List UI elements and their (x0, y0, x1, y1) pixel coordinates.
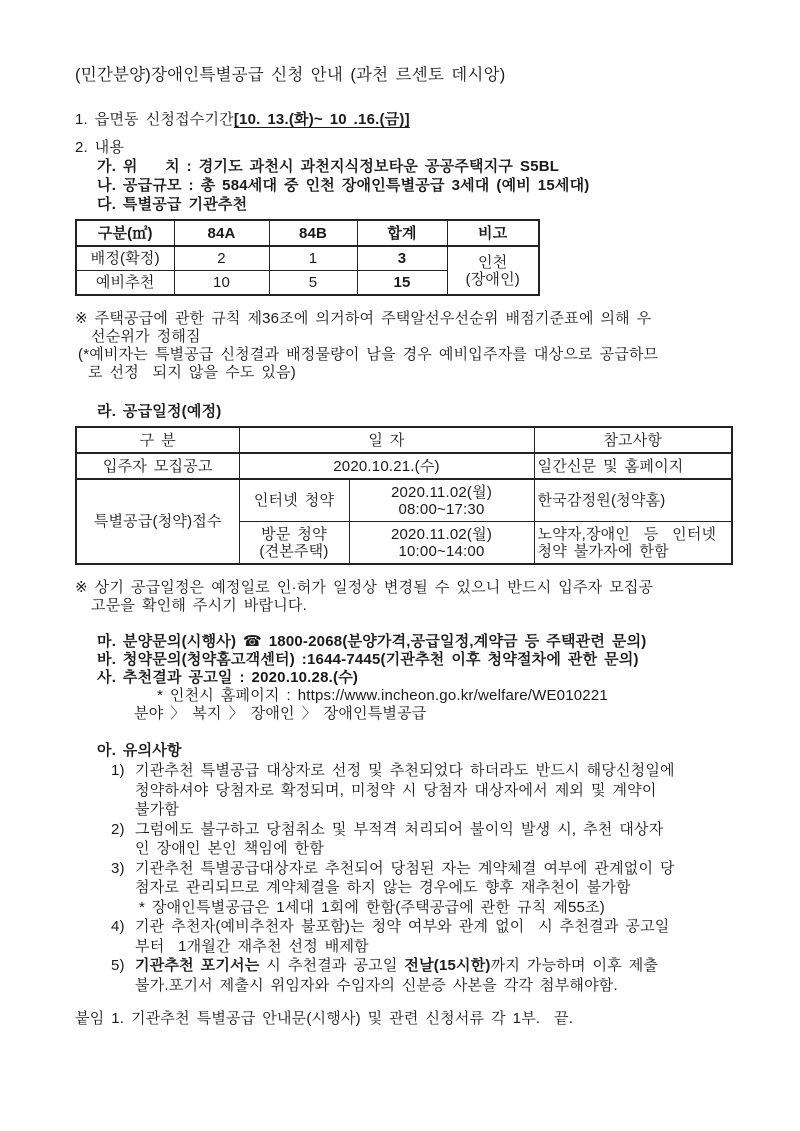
priority-note (75, 310, 740, 382)
supply-scale-reserve: (예비 15세대) (489, 177, 590, 194)
item-number: 1) (111, 762, 125, 779)
doc-title: (민간분양)장애인특별공급 신청 안내 (과천 르센토 데시앙) (75, 66, 506, 84)
schedule-note-line1: ※ 상기 공급일정은 예정일로 인·허가 일정상 변경될 수 있으니 반드시 입주자 모집공 (75, 579, 654, 596)
location-line (97, 157, 740, 176)
homepage-url-line: * 인천시 홈페이지 : https://www.incheon.go.kr/welfare/WE010221 (157, 687, 608, 704)
contact-section (97, 633, 740, 723)
subscription-phone-number: 1644-7445 (306, 651, 381, 668)
schedule-table-header-row (76, 427, 732, 453)
application-period-prefix: 1. 읍면동 신청접수기간 (75, 111, 234, 128)
special-supply-heading: 다. 특별공급 기관추천 (97, 196, 248, 213)
schedule-row3-method (239, 522, 349, 565)
contents-sublist (97, 157, 740, 214)
application-period-dates: [10. 13.(화)~ 10 .16.(금)] (233, 111, 410, 128)
item-line: 기관추천 특별공급대상자로 추천되어 당첨된 자는 계약체결 여부에 관계없이 당 (135, 859, 675, 877)
row3-date: 2020.11.02(월) (390, 525, 493, 543)
caution-list (111, 761, 740, 995)
schedule-col-ref: 참고사항 (534, 427, 732, 453)
waiver-text: 시 추천결과 공고일 (259, 957, 405, 974)
subscription-contact-label: 바. 청약문의(청약홈고객센터) : (97, 651, 307, 668)
waiver-text2: 까지 가능하며 이후 제출 (490, 957, 659, 974)
phone-icon: 마. 분양문의(시행사) ☎ (97, 633, 269, 650)
supply-scale-count: 3세대 (451, 177, 490, 194)
item-number: 2) (111, 820, 125, 838)
caution-section (97, 741, 740, 995)
table-row (76, 246, 539, 271)
schedule-row1-date: 2020.10.21.(수) (239, 453, 534, 479)
sales-phone-number: 1800-2068 (268, 633, 343, 650)
allocation-row1-84b: 1 (269, 246, 357, 271)
remark-line2: (장애인) (465, 270, 520, 288)
schedule-col-date: 일 자 (239, 427, 534, 453)
allocation-row2-84b: 5 (269, 271, 357, 296)
item-line: 그럼에도 불구하고 당첨취소 및 부적격 처리되어 불이익 발생 시, 추천 대상자 (135, 820, 664, 838)
allocation-row2-total: 15 (357, 271, 447, 296)
item-line: 기관추천 특별공급 대상자로 선정 및 추천되었다 하더라도 반드시 해당신청일에 (135, 762, 675, 779)
allocation-row1-total: 3 (357, 246, 447, 271)
schedule-row3-ref (534, 522, 732, 565)
priority-note-line3: (*예비자는 특별공급 신청결과 배정물량이 남을 경우 예비입주자를 대상으로 공급하므 (78, 346, 659, 363)
supply-scale-text: 나. 공급규모 : 총 584세대 중 인천 장애인특별공급 (97, 177, 452, 194)
result-announce-line: 사. 추천결과 공고일 : 2020.10.28.(수) (97, 669, 359, 686)
location-text: 가. 위 치 : 경기도 과천시 과천지식정보타운 공공주택지구 (97, 158, 520, 175)
homepage-nav-path: 분야 〉 복지 〉 장애인 〉 장애인특별공급 (134, 705, 427, 722)
sales-contact-line (97, 633, 740, 651)
item-number: 4) (111, 918, 125, 935)
allocation-col-remark: 비고 (447, 220, 539, 246)
allocation-remark-cell (447, 246, 539, 295)
row3-ref2: 청약 불가자에 한함 (537, 542, 669, 560)
application-period-line (75, 110, 740, 129)
schedule-row23-label: 특별공급(청약)접수 (76, 479, 239, 564)
allocation-col-total: 합계 (357, 220, 447, 246)
schedule-change-note (75, 579, 740, 615)
priority-note-line4: 로 선정 되지 않을 수도 있음) (88, 364, 296, 381)
item-number: 3) (111, 859, 125, 877)
schedule-row2-method: 인터넷 청약 (239, 479, 349, 522)
list-item (111, 956, 740, 995)
allocation-col-84b: 84B (269, 220, 357, 246)
allocation-row1-84a: 2 (174, 246, 269, 271)
row3-ref1: 노약자,장애인 등 인터넷 (537, 525, 717, 543)
subscription-contact-line (97, 651, 740, 669)
schedule-row1-label: 입주자 모집공고 (76, 453, 239, 479)
sales-contact-desc: (분양가격,공급일정,계약금 등 주택관련 문의) (342, 633, 647, 650)
table-row (76, 479, 732, 522)
schedule-note-line2: 고문을 확인해 주시기 바랍니다. (91, 597, 307, 614)
supply-scale-line (97, 176, 740, 195)
location-block-code: S5BL (519, 158, 560, 175)
item-line: 청약하셔야 당첨자로 확정되며, 미청약 시 당첨자 대상자에서 제외 및 계약이 (135, 781, 657, 799)
schedule-table (75, 426, 733, 565)
list-item (111, 859, 740, 918)
priority-note-line1: ※ 주택공급에 관한 규칙 제36조에 의거하여 주택알선우선순위 배점기준표에 의해 우 (75, 310, 652, 327)
allocation-row2-label: 예비추천 (76, 271, 174, 296)
table-row (76, 453, 732, 479)
attachment-line: 붙임 1. 기관추천 특별공급 안내문(시행사) 및 관련 신청서류 각 1부. 끝. (75, 1010, 574, 1027)
list-item (111, 917, 740, 956)
contents-heading: 2. 내용 (75, 139, 125, 156)
row3-time: 10:00~14:00 (398, 542, 485, 560)
schedule-row2-ref: 한국감정원(청약홈) (534, 479, 732, 522)
schedule-row2-date (349, 479, 534, 522)
item-line: 불가.포기서 제출시 위임자와 수임자의 신분증 사본을 각각 첨부해야함. (135, 976, 618, 994)
list-item (111, 761, 740, 820)
allocation-table (75, 219, 540, 296)
waiver-bold-text: 기관추천 포기서는 (135, 957, 260, 974)
schedule-row3-date (349, 522, 534, 565)
row3-method: 방문 청약 (261, 525, 327, 543)
row2-time: 08:00~17:30 (398, 500, 485, 518)
allocation-row1-label: 배정(확정) (76, 246, 174, 271)
list-item (111, 820, 740, 859)
item-line (135, 956, 740, 976)
schedule-heading: 라. 공급일정(예정) (97, 403, 222, 420)
remark-line1: 인천 (478, 253, 508, 271)
row2-date: 2020.11.02(월) (390, 483, 493, 501)
item-line: 부터 1개월간 재추천 선정 배제함 (135, 937, 369, 955)
caution-heading: 아. 유의사항 (97, 742, 182, 759)
item-line: 불가함 (135, 801, 180, 818)
item-line: 인 장애인 본인 책임에 한함 (135, 840, 325, 857)
schedule-col-type: 구 분 (76, 427, 239, 453)
priority-note-line2: 선순위가 정해짐 (91, 328, 201, 345)
allocation-col-84a: 84A (174, 220, 269, 246)
item-number: 5) (111, 957, 125, 974)
allocation-table-header-row (76, 220, 539, 246)
allocation-col-type: 구분(㎡) (76, 220, 174, 246)
subscription-contact-desc: (기관추천 이후 청약절차에 관한 문의) (380, 651, 639, 668)
item-line: 첨자로 관리되므로 계약체결을 하지 않는 경우에도 향후 재추천이 불가함 (135, 879, 631, 896)
row3-method-sub: (견본주택) (259, 542, 329, 560)
item-line: 기관 추천자(예비추천자 불포함)는 청약 여부와 관계 없이 시 추천결과 공고일 (135, 918, 670, 935)
deadline-bold-text: 전날(15시한) (404, 957, 491, 974)
item-line: * 장애인특별공급은 1세대 1회에 한함(주택공급에 관한 규칙 제55조) (139, 898, 605, 916)
schedule-row1-ref: 일간신문 및 홈페이지 (534, 453, 732, 479)
allocation-row2-84a: 10 (174, 271, 269, 296)
